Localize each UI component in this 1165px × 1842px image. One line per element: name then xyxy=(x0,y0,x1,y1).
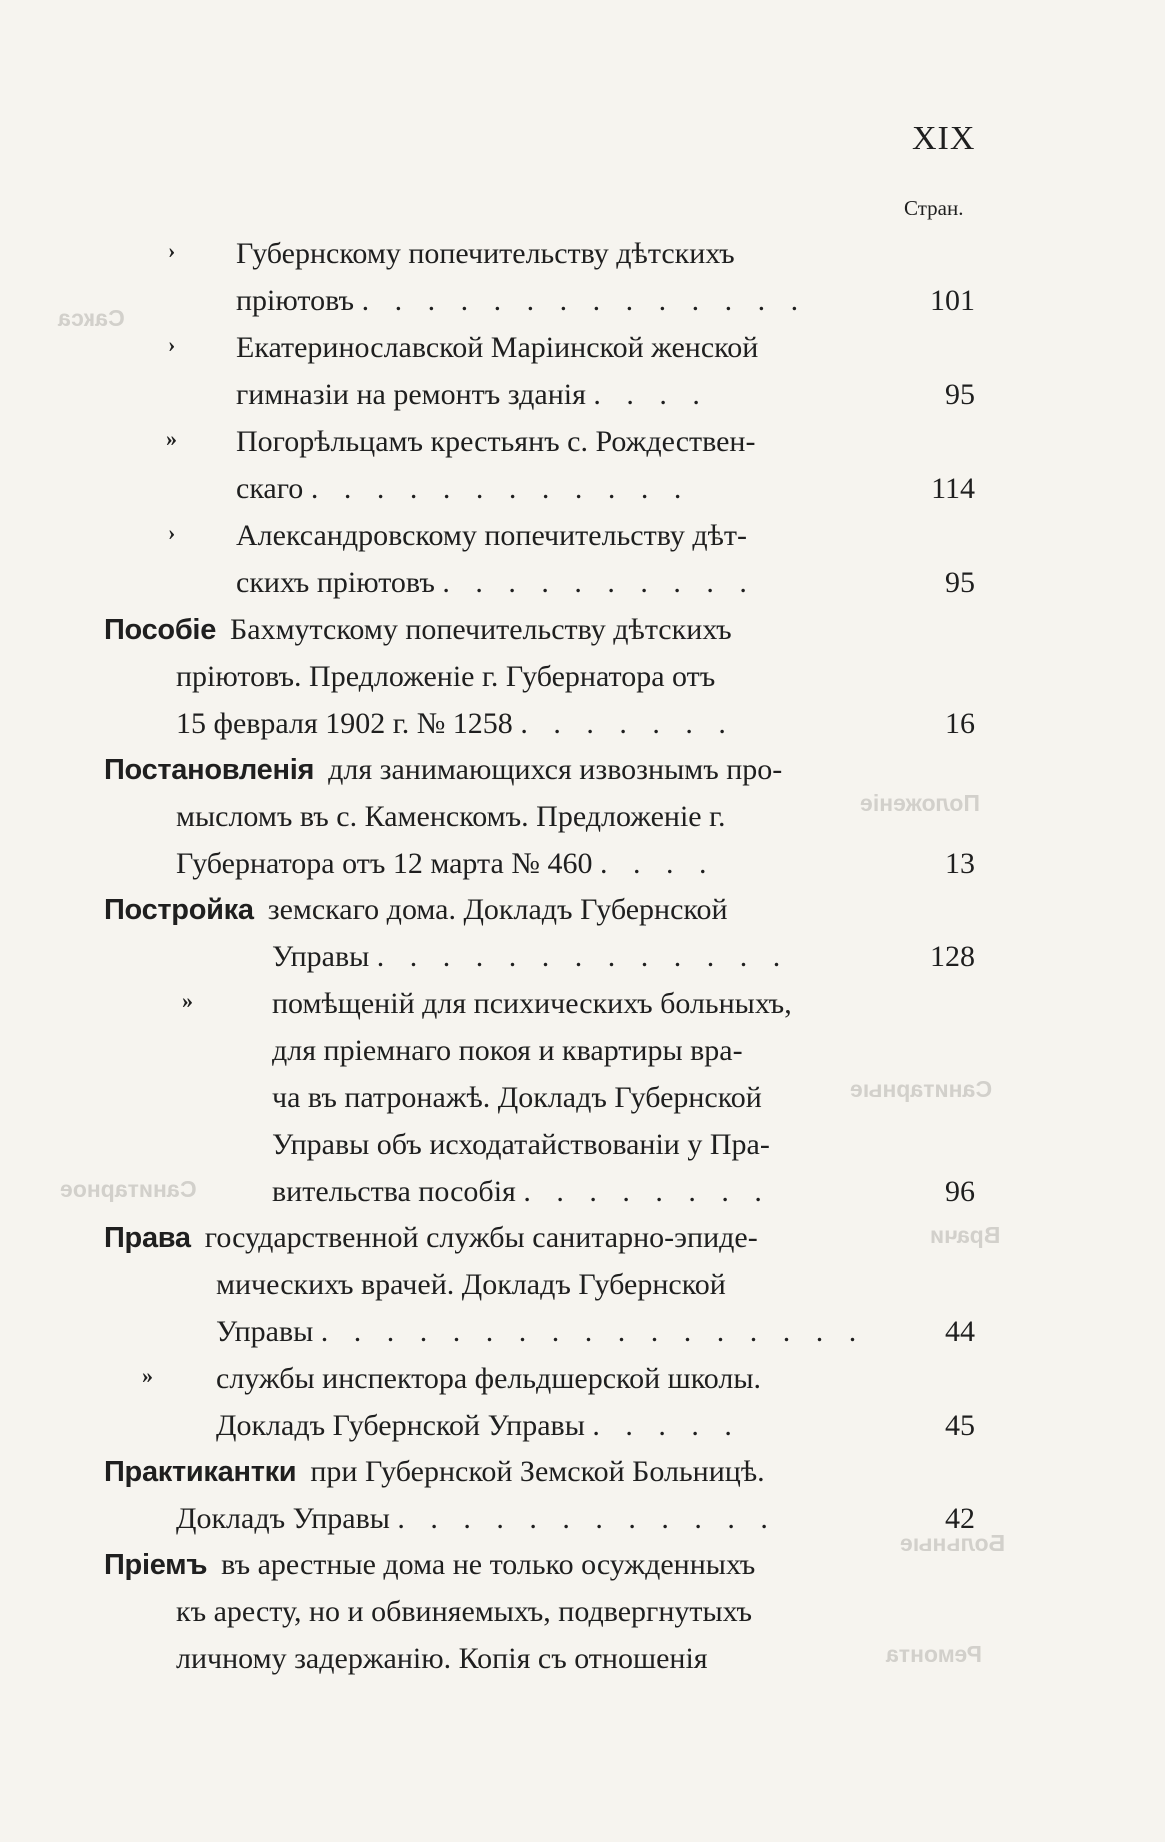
entry-heading: Практикантки xyxy=(104,1456,297,1488)
bleed-through-text: Врачи xyxy=(930,1222,1001,1248)
page-reference: 96 xyxy=(945,1175,975,1208)
entry-text: 15 февраля 1902 г. № 1258 xyxy=(176,707,513,740)
entry-text-line xyxy=(176,846,715,882)
page-reference: 16 xyxy=(945,707,975,740)
entry-text-line: къ аресту, но и обвиняемыхъ, подвергнутыхъ xyxy=(176,1595,753,1628)
bleed-through-text: Сакса xyxy=(58,305,125,331)
bleed-through-text: Ремонта xyxy=(886,1641,982,1667)
page-reference: 101 xyxy=(930,284,975,317)
entry-text-line xyxy=(104,892,728,928)
entry-text-line: помѣщенiй для психическихъ больныхъ, xyxy=(272,987,792,1020)
entry-text-line: службы инспектора фельдшерской школы. xyxy=(216,1362,762,1395)
bleed-through-text: Больные xyxy=(900,1530,1006,1556)
entry-text: вительства пособiя xyxy=(272,1175,516,1208)
bleed-through-text: Санитарное xyxy=(60,1176,197,1202)
dot-leader: . . . . . . . . . . . . . xyxy=(376,940,790,973)
entry-text-line xyxy=(236,565,756,601)
ditto-mark: › xyxy=(168,332,176,357)
entry-heading: Постановленiя xyxy=(104,754,315,786)
entry-text-line: прiютовъ. Предложенiе г. Губернатора отъ xyxy=(176,660,716,693)
entry-heading: Права xyxy=(104,1222,191,1254)
page-reference: 45 xyxy=(945,1409,975,1442)
entry-text-line xyxy=(104,1454,765,1490)
entry-text-line: для прiемнаго покоя и квартиры вра- xyxy=(272,1034,743,1067)
entry-text-line: Екатеринославской Марiинской женской xyxy=(236,331,759,364)
entry-text: при Губернской Земской Больницѣ. xyxy=(310,1455,765,1488)
entry-text-line: Губернскому попечительству дѣтскихъ xyxy=(236,237,735,270)
entry-text-line: Александровскому попечительству дѣт- xyxy=(236,519,747,552)
bleed-through-text: Санитарные xyxy=(850,1076,993,1102)
entry-text: Докладъ Управы xyxy=(176,1502,390,1535)
entry-text: Управы xyxy=(272,940,370,973)
entry-text: земскаго дома. Докладъ Губернской xyxy=(267,893,728,926)
entry-text-line xyxy=(104,612,732,648)
entry-text: прiютовъ xyxy=(236,284,355,317)
page-reference: 95 xyxy=(945,566,975,599)
entry-text-line: личному задержанiю. Копiя съ отношенiя xyxy=(176,1642,708,1675)
entry-text-line xyxy=(272,1174,771,1210)
dot-leader: . . . . xyxy=(599,847,716,880)
ditto-mark: » xyxy=(182,988,193,1013)
dot-leader: . . . . xyxy=(593,378,709,411)
page-reference: 44 xyxy=(945,1315,975,1348)
dot-leader: . . . . . . . . xyxy=(523,1175,771,1208)
ditto-mark: › xyxy=(168,238,176,263)
entry-text: Губернатора отъ 12 марта № 460 xyxy=(176,847,593,880)
entry-text: въ арестные дома не только осужденныхъ xyxy=(221,1548,756,1581)
entry-text-line: мическихъ врачей. Докладъ Губернской xyxy=(216,1268,726,1301)
ditto-mark: » xyxy=(142,1363,153,1388)
dot-leader: . . . . . . . . . . . . xyxy=(310,472,691,505)
page-reference: 128 xyxy=(930,940,975,973)
entry-text-line xyxy=(176,1501,777,1537)
entry-text-line xyxy=(216,1314,865,1350)
dot-leader: . . . . . . . . . . xyxy=(442,566,756,599)
entry-text-line xyxy=(216,1408,741,1444)
dot-leader: . . . . . . . . . . . . . . xyxy=(361,284,808,317)
page-reference: 95 xyxy=(945,378,975,411)
page-reference: 42 xyxy=(945,1502,975,1535)
entry-text-line: ча въ патронажѣ. Докладъ Губернской xyxy=(272,1081,762,1114)
entry-heading: Прiемъ xyxy=(104,1549,208,1581)
dot-leader: . . . . . . . xyxy=(520,707,735,740)
entry-text: Докладъ Губернской Управы xyxy=(216,1409,585,1442)
entry-text-line xyxy=(104,752,782,788)
entry-text: государственной службы санитарно-эпиде- xyxy=(204,1221,758,1254)
entry-text-line: Погорѣльцамъ крестьянъ с. Рождествен- xyxy=(236,425,756,458)
entry-text-line xyxy=(272,939,789,975)
entry-text-line xyxy=(236,471,690,507)
entry-text-line: мысломъ въ с. Каменскомъ. Предложенiе г. xyxy=(176,800,726,833)
entry-heading: Постройка xyxy=(104,894,254,926)
ditto-mark: › xyxy=(168,520,176,545)
page-reference: 114 xyxy=(931,472,975,505)
entry-text-line xyxy=(104,1547,755,1583)
entry-heading: Пособiе xyxy=(104,614,217,646)
entry-text: гимназiи на ремонтъ зданiя xyxy=(236,378,586,411)
page-reference: 13 xyxy=(945,847,975,880)
bleed-through-text: Положенiе xyxy=(860,790,980,816)
page-number: XIX xyxy=(912,120,976,157)
entry-text-line xyxy=(104,1220,758,1256)
dot-leader: . . . . . xyxy=(592,1409,741,1442)
dot-leader: . . . . . . . . . . . . . . . . . xyxy=(320,1315,866,1348)
entry-text: скаго xyxy=(236,472,304,505)
entry-text: для занимающихся извознымъ про- xyxy=(328,753,783,786)
entry-text-line xyxy=(176,706,735,742)
entry-text-line xyxy=(236,283,807,319)
entry-text: Бахмутскому попечительству дѣтскихъ xyxy=(230,613,732,646)
entry-text: скихъ прiютовъ xyxy=(236,566,435,599)
entry-text-line: Управы объ исходатайствованiи у Пра- xyxy=(272,1128,770,1161)
page-column-header: Стран. xyxy=(904,196,964,220)
entry-text: Управы xyxy=(216,1315,314,1348)
entry-text-line xyxy=(236,377,709,413)
dot-leader: . . . . . . . . . . . . xyxy=(397,1502,777,1535)
ditto-mark: » xyxy=(166,426,177,451)
